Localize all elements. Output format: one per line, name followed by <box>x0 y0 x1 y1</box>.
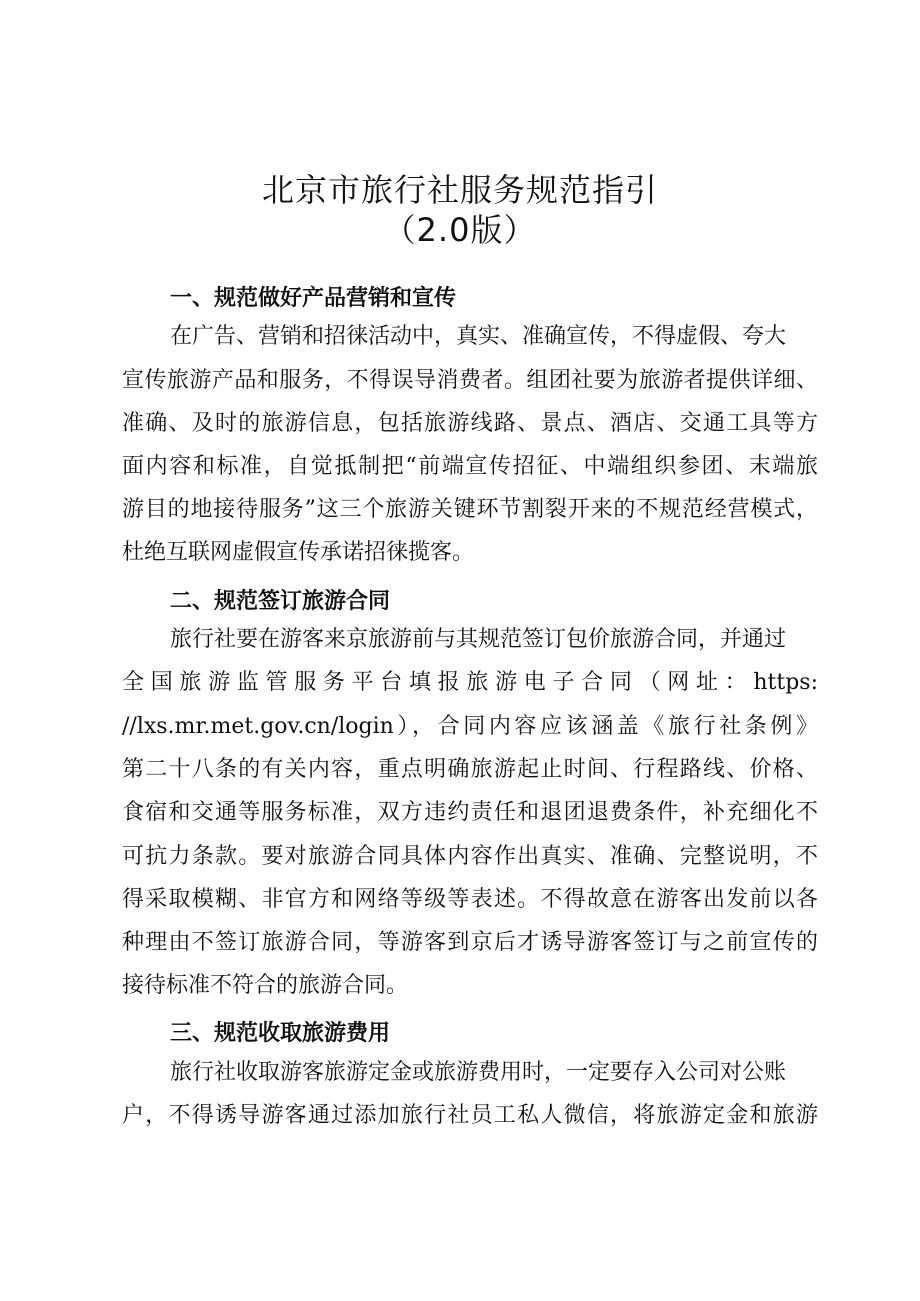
paragraph-line: 接待标准不符合的旅游合同。 <box>122 973 409 998</box>
paragraph-line: 种理由不签订旅游合同，等游客到京后才诱导游客签订与之前宣传的 <box>122 930 818 955</box>
paragraph-line: 在广告、营销和招徕活动中，真实、准确宣传，不得虚假、夸大 <box>170 324 787 349</box>
paragraph-line: 旅行社要在游客来京旅游前与其规范签订包价旅游合同，并通过 <box>170 627 787 652</box>
paragraph-line: 宣传旅游产品和服务，不得误导消费者。组团社要为旅游者提供详细、 <box>122 368 818 393</box>
paragraph-line: 旅行社收取游客旅游定金或旅游费用时，一定要存入公司对公账 <box>170 1060 787 1085</box>
paragraph-line: 游目的地接待服务”这三个旅游关键环节割裂开来的不规范经营模式， <box>122 497 818 522</box>
paragraph-line: 杜绝互联网虚假宣传承诺招徕揽客。 <box>122 540 475 565</box>
paragraph-line: 准确、及时的旅游信息，包括旅游线路、景点、酒店、交通工具等方 <box>122 411 818 436</box>
paragraph-line: 户，不得诱导游客通过添加旅行社员工私人微信，将旅游定金和旅游 <box>122 1103 818 1128</box>
page-title: 北京市旅行社服务规范指引 <box>261 171 658 209</box>
paragraph-line: 面内容和标准，自觉抵制把“前端宣传招征、中端组织参团、末端旅 <box>122 454 818 479</box>
paragraph-line: 食宿和交通等服务标准，双方违约责任和退团退费条件，补充细化不 <box>122 800 818 825</box>
paragraph-line: 全国旅游监管服务平台填报旅游电子合同（网址：https: <box>122 670 818 695</box>
page-subtitle: （2.0版） <box>383 211 537 249</box>
paragraph-line: 可抗力条款。要对旅游合同具体内容作出真实、准确、完整说明，不 <box>122 844 818 869</box>
paragraph-line: 第二十八条的有关内容，重点明确旅游起止时间、行程路线、价格、 <box>122 757 818 782</box>
section-heading: 三、规范收取旅游费用 <box>170 1021 391 1046</box>
section-heading: 二、规范签订旅游合同 <box>170 589 391 614</box>
section-heading: 一、规范做好产品营销和宣传 <box>170 286 457 311</box>
paragraph-line: //lxs.mr.met.gov.cn/login），合同内容应该涵盖《旅行社条例》 <box>122 714 818 739</box>
paragraph-line: 得采取模糊、非官方和网络等级等表述。不得故意在游客出发前以各 <box>122 887 818 912</box>
